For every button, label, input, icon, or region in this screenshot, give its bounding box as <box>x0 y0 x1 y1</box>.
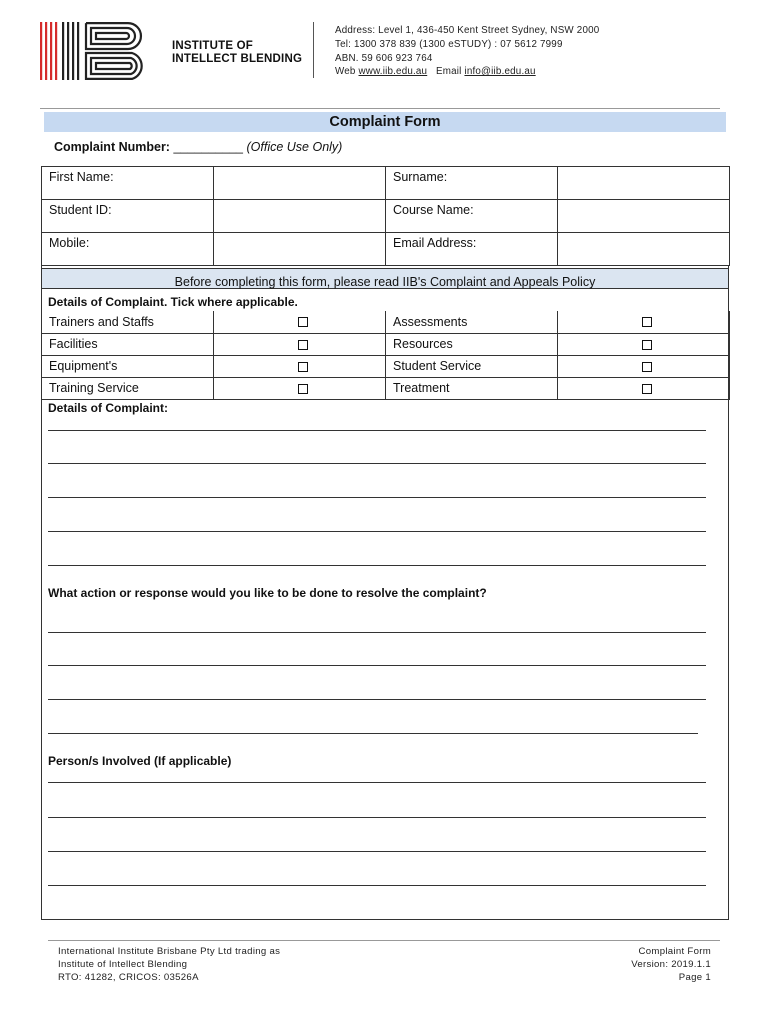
category-label: Resources <box>386 333 558 355</box>
persons-line[interactable] <box>48 782 706 783</box>
assessments-checkbox[interactable] <box>642 317 652 327</box>
complaint-category-table <box>41 311 730 400</box>
footer-right <box>631 945 711 984</box>
email-address-field[interactable] <box>558 233 730 266</box>
personal-info-table <box>41 166 730 266</box>
details-line[interactable] <box>48 463 706 464</box>
table-row <box>42 333 730 355</box>
table-row <box>42 355 730 377</box>
table-row <box>42 233 730 266</box>
footer-version: Version: 2019.1.1 <box>631 959 711 970</box>
web-label: Web <box>335 66 356 78</box>
surname-field[interactable] <box>558 167 730 200</box>
contact-block <box>335 24 599 79</box>
form-title: Complaint Form <box>44 112 726 132</box>
training-service-checkbox[interactable] <box>298 384 308 394</box>
footer-page: Page 1 <box>678 972 711 983</box>
mobile-field[interactable] <box>214 233 386 266</box>
course-name-field[interactable] <box>558 200 730 233</box>
category-label: Assessments <box>386 311 558 333</box>
treatment-checkbox[interactable] <box>642 384 652 394</box>
complaint-number-label: Complaint Number: <box>54 140 170 154</box>
action-line[interactable] <box>48 733 698 734</box>
details-line[interactable] <box>48 565 706 566</box>
complaint-number-row <box>54 140 342 154</box>
email-link[interactable]: info@iib.edu.au <box>464 66 536 78</box>
surname-label: Surname: <box>386 167 558 200</box>
student-id-label: Student ID: <box>42 200 214 233</box>
student-service-checkbox[interactable] <box>642 362 652 372</box>
persons-heading: Person/s Involved (If applicable) <box>48 754 232 768</box>
footer-trading-name: Institute of Intellect Blending <box>58 959 188 970</box>
iib-logo <box>40 22 152 80</box>
tel-text: Tel: 1300 378 839 (1300 eSTUDY) : 07 5612 7999 <box>335 38 563 50</box>
action-line[interactable] <box>48 699 706 700</box>
persons-line[interactable] <box>48 885 706 886</box>
action-line[interactable] <box>48 632 706 633</box>
footer-company: International Institute Brisbane Pty Ltd trading as <box>58 946 281 957</box>
table-row <box>42 377 730 399</box>
header-divider <box>313 22 314 78</box>
header-rule <box>40 108 720 109</box>
details-line[interactable] <box>48 430 706 431</box>
institute-name-line2: INTELLECT BLENDING <box>172 53 303 65</box>
persons-line[interactable] <box>48 817 706 818</box>
email-label: Email <box>436 66 462 78</box>
table-row <box>42 311 730 333</box>
category-label: Student Service <box>386 355 558 377</box>
institute-name-line1: INSTITUTE OF <box>172 40 253 52</box>
email-address-label: Email Address: <box>386 233 558 266</box>
resources-checkbox[interactable] <box>642 340 652 350</box>
footer-left <box>58 945 280 984</box>
category-label: Facilities <box>42 333 214 355</box>
trainers-staffs-checkbox[interactable] <box>298 317 308 327</box>
table-row <box>42 200 730 233</box>
address-text: Address: Level 1, 436-450 Kent Street Sydney, NSW 2000 <box>335 25 600 36</box>
details-line[interactable] <box>48 497 706 498</box>
first-name-label: First Name: <box>42 167 214 200</box>
footer-doc-name: Complaint Form <box>638 946 711 957</box>
facilities-checkbox[interactable] <box>298 340 308 350</box>
details-tick-heading: Details of Complaint. Tick where applicable. <box>48 295 298 309</box>
category-label: Treatment <box>386 377 558 399</box>
details-line[interactable] <box>48 531 706 532</box>
category-label: Training Service <box>42 377 214 399</box>
first-name-field[interactable] <box>214 167 386 200</box>
mobile-label: Mobile: <box>42 233 214 266</box>
institute-name <box>172 40 302 66</box>
web-email-row <box>335 65 599 79</box>
category-label: Trainers and Staffs <box>42 311 214 333</box>
action-line[interactable] <box>48 665 706 666</box>
footer-rto: RTO: 41282, CRICOS: 03526A <box>58 972 199 983</box>
equipments-checkbox[interactable] <box>298 362 308 372</box>
student-id-field[interactable] <box>214 200 386 233</box>
office-use-note: (Office Use Only) <box>246 140 343 154</box>
policy-notice: Before completing this form, please read IIB's Complaint and Appeals Policy <box>42 268 728 289</box>
course-name-label: Course Name: <box>386 200 558 233</box>
web-link[interactable]: www.iib.edu.au <box>358 66 428 78</box>
complaint-number-field[interactable]: __________ <box>173 140 243 154</box>
footer-rule <box>48 940 720 941</box>
persons-line[interactable] <box>48 851 706 852</box>
category-label: Equipment's <box>42 355 214 377</box>
abn-text: ABN. 59 606 923 764 <box>335 52 433 64</box>
action-heading: What action or response would you like to be done to resolve the complaint? <box>48 586 487 600</box>
table-row <box>42 167 730 200</box>
details-heading: Details of Complaint: <box>48 401 169 415</box>
